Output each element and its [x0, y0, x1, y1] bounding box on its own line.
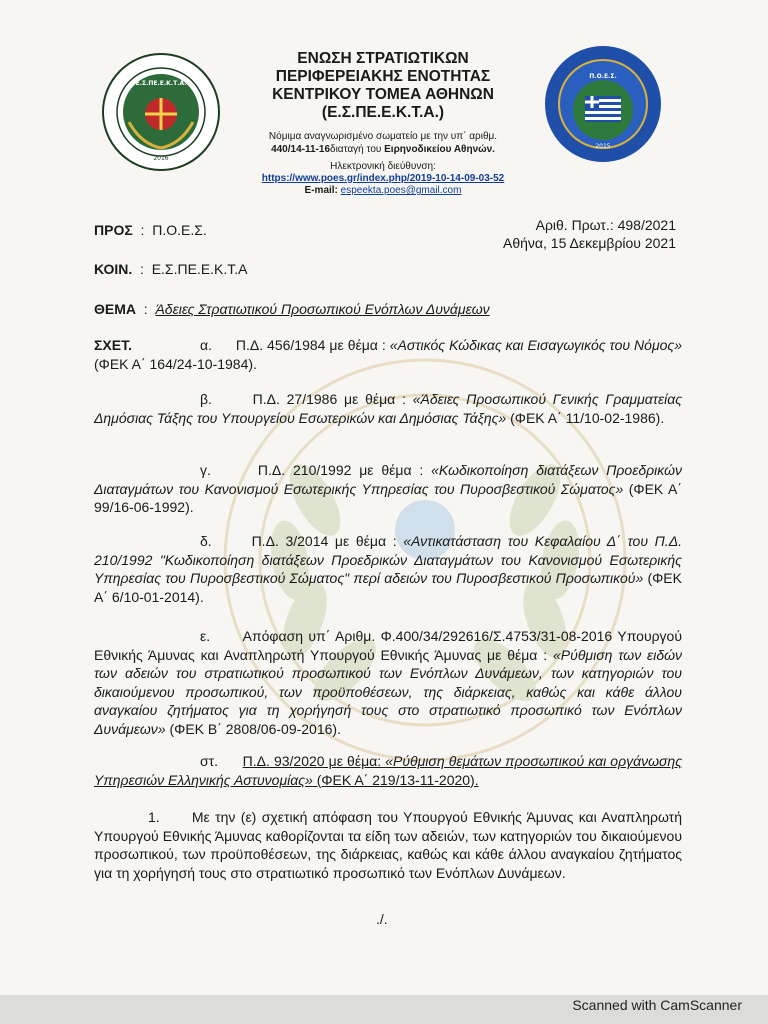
right-federation-logo-icon — [543, 44, 663, 164]
reference-d-text: Π.Δ. 3/2014 με θέμα : — [251, 533, 404, 549]
reference-b — [94, 390, 682, 427]
org-title-line3: ΚΕΝΤΡΙΚΟΥ ΤΟΜΕΑ ΑΘΗΝΩΝ — [272, 86, 494, 103]
scanner-watermark: Scanned with CamScanner — [572, 997, 742, 1013]
subject-row: ΘΕΜΑ : Άδειες Στρατιωτικού Προσωπικού Ενόπλων Δυνάμεων — [94, 301, 490, 317]
reference-b-letter: β. — [200, 391, 212, 407]
subject-value: Άδειες Στρατιωτικού Προσωπικού Ενόπλων Δυνάμεων — [155, 301, 490, 317]
reference-d — [94, 532, 682, 606]
related-label: ΣΧΕΤ. — [94, 337, 132, 353]
email-label: E-mail: — [304, 185, 341, 196]
reference-c-text: Π.Δ. 210/1992 με θέμα : — [257, 462, 432, 478]
subject-label: ΘΕΜΑ — [94, 301, 136, 317]
org-title-line2: ΠΕΡΙΦΕΡΕΙΑΚΗΣ ΕΝΟΤΗΤΑΣ — [275, 68, 491, 85]
paragraph-1 — [94, 808, 682, 882]
continuation-mark: ./. — [376, 911, 388, 927]
reference-c-gazette: (ΦΕΚ Α΄ 99/16-06-1992). — [94, 480, 682, 515]
svg-text:2015: 2015 — [595, 143, 611, 150]
web-address-label: Ηλεκτρονική διεύθυνση: — [330, 161, 436, 172]
reference-c-title: «Κωδικοποίηση διατάξεων Προεδρικών Διαταγμάτων του Κανονισμού Εσωτερικής Υπηρεσίας του Πυροσβεστικού Σώματος» — [94, 462, 682, 497]
recognition-court: Ειρηνοδικείου Αθηνών. — [384, 144, 495, 155]
paragraph-1-number: 1. — [148, 809, 160, 825]
to-value: Π.Ο.Ε.Σ. — [152, 222, 207, 238]
reference-e-letter: ε. — [200, 628, 211, 644]
to-row: ΠΡΟΣ : Π.Ο.Ε.Σ. — [94, 222, 207, 238]
recognition-text: διαταγή του — [330, 144, 385, 155]
cc-value: Ε.Σ.ΠΕ.Ε.Κ.Τ.Α — [151, 261, 248, 277]
reference-a-gazette: (ΦΕΚ Α΄ 164/24-10-1984). — [94, 355, 257, 372]
org-title-line4: (Ε.Σ.ΠΕ.Ε.Κ.Τ.Α.) — [321, 104, 445, 121]
reference-a-letter: α. — [200, 337, 212, 353]
recognition-line2 — [218, 143, 548, 156]
reference-b-gazette: (ΦΕΚ Α΄ 11/10-02-1986). — [506, 409, 665, 426]
reference-a-text: Π.Δ. 456/1984 με θέμα : — [235, 337, 390, 353]
document-date: Αθήνα, 15 Δεκεμβρίου 2021 — [503, 235, 676, 251]
website-link[interactable]: https://www.poes.gr/index.php/2019-10-14-09-03-52 — [261, 173, 505, 184]
reference-a-title: «Αστικός Κώδικας και Εισαγωγικός του Νόμος» — [389, 337, 682, 353]
reference-f-letter: στ. — [200, 753, 219, 769]
reference-d-title: «Αντικατάσταση του Κεφαλαίου Δ΄ του Π.Δ. 210/1992 "Κωδικοποίηση διατάξεων Προεδρικών Διαταγμάτων του Κανονισμού Εσωτερικής Υπηρεσίας του Πυροσβεστικού Σώματος" περί αδειών του Πυροσβεστικού Προσωπικού» — [94, 533, 682, 586]
reference-b-text: Π.Δ. 27/1986 με θέμα : — [252, 391, 413, 407]
reference-e-title: «Ρύθμιση των ειδών των αδειών του στρατιωτικού προσωπικού των Ενόπλων Δυνάμεων, των κατηγοριών του δικαιούμενου προσωπικού, των προϋποθέσεων, της διάρκειας, καθώς και κάθε άλλου αναγκαίου ζητήματος για τη χορήγησή τους στο στρατιωτικό προσωπικό των Ενόπλων Δυνάμεων» — [94, 646, 682, 737]
reference-f-title: «Ρύθμιση θεμάτων προσωπικού και οργάνωσης Υπηρεσιών Ελληνικής Αστυνομίας» — [94, 753, 682, 788]
reference-c — [94, 461, 682, 517]
to-label: ΠΡΟΣ — [94, 222, 133, 238]
reference-e-gazette: (ΦΕΚ Β΄ 2808/06-09-2016). — [165, 720, 341, 737]
protocol-number: Αριθ. Πρωτ.: 498/2021 — [535, 217, 676, 233]
reference-f-text: Π.Δ. 93/2020 με θέμα: — [242, 753, 386, 769]
letterhead — [218, 50, 548, 197]
reference-e-text: Απόφαση υπ΄ Αριθμ. Φ.400/34/292616/Σ.4753/31-08-2016 Υπουργού Εθνικής Άμυνας και Αναπληρωτή Υπουργού Εθνικής Άμυνας με θέμα : — [94, 628, 683, 663]
reference-e — [94, 627, 682, 738]
recognition-line1: Νόμιμα αναγνωρισμένο σωματείο με την υπ΄ αριθμ. — [268, 131, 498, 142]
reference-c-letter: γ. — [200, 462, 211, 478]
left-union-logo-icon — [101, 52, 221, 172]
cc-label: ΚΟΙΝ. — [94, 261, 133, 277]
reference-f — [94, 752, 682, 789]
reference-d-letter: δ. — [200, 533, 212, 549]
email-line — [218, 185, 548, 197]
recognition-number: 440/14-11-16 — [271, 144, 331, 155]
reference-d-gazette: (ΦΕΚ Α΄ 6/10-01-2014). — [94, 570, 682, 605]
svg-text:Π.Ο.Ε.Σ.: Π.Ο.Ε.Σ. — [589, 73, 617, 80]
org-title-line1: ΕΝΩΣΗ ΣΤΡΑΤΙΩΤΙΚΩΝ — [297, 50, 469, 67]
svg-text:2016: 2016 — [153, 155, 169, 162]
svg-text:Ε.Σ.ΠΕ.Ε.Κ.Τ.Α.: Ε.Σ.ΠΕ.Ε.Κ.Τ.Α. — [135, 80, 187, 87]
cc-row: ΚΟΙΝ. : Ε.Σ.ΠΕ.Ε.Κ.Τ.Α — [94, 261, 248, 277]
reference-f-gazette: (ΦΕΚ Α΄ 219/13-11-2020). — [312, 771, 479, 788]
reference-a — [94, 336, 682, 373]
paragraph-1-text: Με την (ε) σχετική απόφαση του Υπουργού Εθνικής Άμυνας και Αναπληρωτή Υπουργού Εθνικής Άμυνας καθορίζονται τα είδη των αδειών, των κατηγοριών του δικαιούμενου προσωπικού, των προϋποθέσεων, της διάρκειας, καθώς και κάθε άλλου αναγκαίου ζητήματος για τη χορήγησή τους στο στρατιωτικό προσωπικό των Ενόπλων Δυνάμεων. — [94, 809, 682, 881]
reference-b-title: «Άδειες Προσωπικού Γενικής Γραμματείας Δημόσιας Τάξης του Υπουργείου Εσωτερικών και Δημόσιας Τάξης» — [94, 391, 683, 426]
email-link[interactable]: espeekta.poes@gmail.com — [340, 185, 462, 196]
